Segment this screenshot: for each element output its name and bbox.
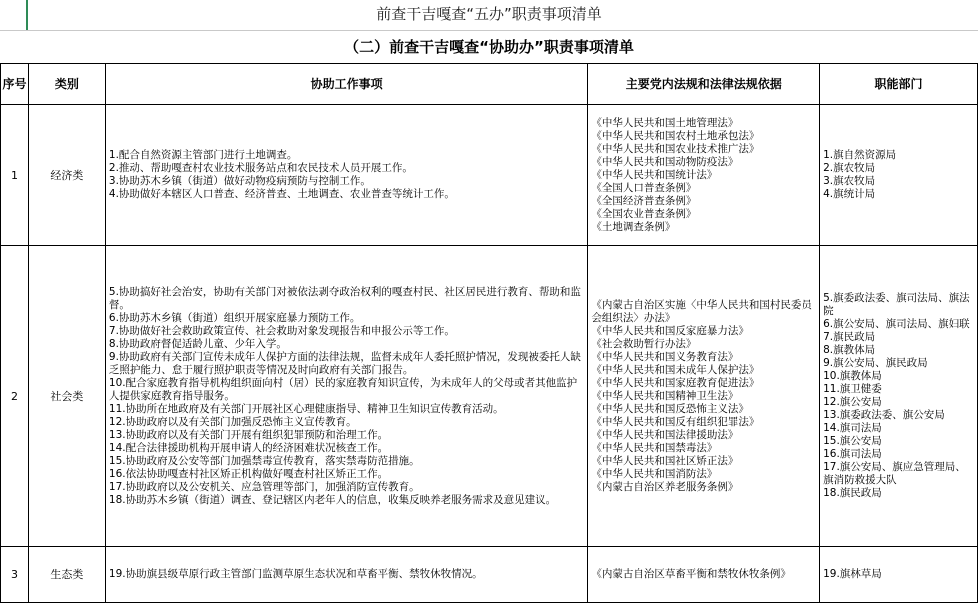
row-depts[interactable] (820, 246, 978, 547)
row-laws[interactable] (588, 105, 820, 246)
law-item: 《全国农业普查条例》 (591, 207, 697, 220)
row-index[interactable]: 1 (1, 105, 29, 246)
task-item: 6.协助苏木乡镇（街道）组织开展家庭暴力预防工作。 (108, 311, 361, 324)
row-depts[interactable] (820, 105, 978, 246)
row-tasks[interactable] (105, 246, 587, 547)
row-category[interactable]: 社会类 (28, 246, 105, 547)
law-item: 《中华人民共和国家庭教育促进法》 (591, 376, 760, 389)
task-item: 11.协助所在地政府及有关部门开展社区心理健康指导、精神卫生知识宣传教育活动。 (108, 402, 504, 415)
law-item: 《中华人民共和国精神卫生法》 (591, 389, 739, 402)
law-item: 《中华人民共和国土地管理法》 (591, 116, 739, 129)
dept-item: 12.旗公安局 (823, 396, 882, 408)
law-item: 《中华人民共和国禁毒法》 (591, 441, 718, 454)
row-tasks[interactable] (105, 547, 587, 603)
law-item: 《中华人民共和国消防法》 (591, 467, 718, 480)
dept-item: 3.旗农牧局 (823, 175, 876, 187)
cell-selection-marker[interactable] (0, 0, 28, 30)
task-item: 1.配合自然资源主管部门进行土地调查。 (108, 149, 298, 161)
task-item: 10.配合家庭教育指导机构组织面向村（居）民的家庭教育知识宣传，为未成年人的父母或者其他监护人提供家庭教育指导服务。 (108, 376, 578, 402)
dept-item: 9.旗公安局、旗民政局 (823, 357, 928, 369)
dept-item: 7.旗民政局 (823, 331, 876, 343)
row-index[interactable]: 3 (1, 547, 29, 603)
law-item: 《全国经济普查条例》 (591, 194, 697, 207)
task-item: 18.协助苏木乡镇（街道）调查、登记辖区内老年人的信息，收集反映养老服务需求及意见建议。 (108, 493, 557, 506)
law-item: 《中华人民共和国反家庭暴力法》 (591, 324, 749, 337)
law-item: 《社会救助暂行办法》 (591, 337, 697, 350)
law-item: 《中华人民共和国动物防疫法》 (591, 155, 739, 168)
task-item: 17.协助政府以及公安机关、应急管理等部门，加强消防宣传教育。 (108, 480, 420, 493)
row-category[interactable]: 生态类 (28, 547, 105, 603)
row-laws[interactable] (588, 246, 820, 547)
task-item: 13.协助政府以及有关部门开展有组织犯罪预防和治理工作。 (108, 428, 389, 441)
dept-item: 2.旗农牧局 (823, 162, 876, 174)
row-category[interactable]: 经济类 (28, 105, 105, 246)
table-row (1, 246, 978, 547)
law-item: 《土地调查条例》 (591, 220, 676, 233)
header-row (1, 64, 978, 105)
law-item: 《内蒙古自治区草畜平衡和禁牧休牧条例》 (591, 568, 791, 580)
header-index[interactable]: 序号 (1, 64, 29, 105)
task-item: 4.协助做好本辖区人口普查、经济普查、土地调查、农业普查等统计工作。 (108, 188, 455, 200)
law-item: 《中华人民共和国反有组织犯罪法》 (591, 415, 760, 428)
sheet-title: 前查干吉嘎查“五办”职责事项清单 (0, 0, 978, 31)
law-item: 《中华人民共和国义务教育法》 (591, 350, 739, 363)
law-item: 《全国人口普查条例》 (591, 181, 697, 194)
task-item: 9.协助政府有关部门宣传未成年人保护方面的法律法规，监督未成年人委托照护情况，发现被委托人缺乏照护能力、怠于履行照护职责等情况及时向政府有关部门报告。 (108, 350, 581, 376)
task-item: 5.协助搞好社会治安，协助有关部门对被依法剥夺政治权利的嘎查村民、社区居民进行教育、帮助和监督。 (108, 285, 581, 311)
dept-item: 10.旗教体局 (823, 370, 882, 382)
law-item: 《中华人民共和国社区矫正法》 (591, 454, 739, 467)
task-item: 15.协助政府及公安等部门加强禁毒宣传教育，落实禁毒防范措施。 (108, 454, 420, 467)
dept-item: 16.旗司法局 (823, 448, 882, 460)
dept-item: 5.旗委政法委、旗司法局、旗法院 (823, 292, 970, 317)
task-item: 8.协助政府督促适龄儿童、少年入学。 (108, 337, 287, 350)
dept-item: 11.旗卫健委 (823, 383, 882, 395)
row-laws[interactable] (588, 547, 820, 603)
header-laws[interactable]: 主要党内法规和法律法规依据 (588, 64, 820, 105)
law-item: 《中华人民共和国农村土地承包法》 (591, 129, 760, 142)
header-depts[interactable]: 职能部门 (820, 64, 978, 105)
law-item: 《中华人民共和国统计法》 (591, 168, 718, 181)
row-index[interactable]: 2 (1, 246, 29, 547)
table-title: （二）前查干吉嘎查“协助办”职责事项清单 (0, 31, 978, 64)
law-item: 《内蒙古自治区养老服务条例》 (591, 480, 739, 493)
task-item: 7.协助做好社会救助政策宣传、社会救助对象发现报告和申报公示等工作。 (108, 324, 455, 337)
dept-item: 8.旗教体局 (823, 344, 876, 356)
duty-table (0, 63, 978, 603)
row-tasks[interactable] (105, 105, 587, 246)
header-tasks[interactable]: 协助工作事项 (105, 64, 587, 105)
law-item: 《中华人民共和国农业技术推广法》 (591, 142, 760, 155)
law-item: 《内蒙古自治区实施〈中华人民共和国村民委员会组织法〉办法》 (591, 298, 812, 324)
task-item: 12.协助政府以及有关部门加强反恐怖主义宣传教育。 (108, 415, 357, 428)
task-item: 19.协助旗县级草原行政主管部门监测草原生态状况和草畜平衡、禁牧休牧情况。 (108, 568, 483, 580)
law-item: 《中华人民共和国未成年人保护法》 (591, 363, 760, 376)
table-row (1, 547, 978, 603)
dept-item: 1.旗自然资源局 (823, 149, 897, 161)
law-item: 《中华人民共和国法律援助法》 (591, 428, 739, 441)
law-item: 《中华人民共和国反恐怖主义法》 (591, 402, 749, 415)
dept-item: 4.旗统计局 (823, 188, 876, 200)
dept-item: 6.旗公安局、旗司法局、旗妇联 (823, 318, 970, 330)
dept-item: 13.旗委政法委、旗公安局 (823, 409, 945, 421)
dept-item: 17.旗公安局、旗应急管理局、旗消防救援大队 (823, 461, 966, 486)
task-item: 2.推动、帮助嘎查村农业技术服务站点和农民技术人员开展工作。 (108, 162, 413, 174)
header-category[interactable]: 类别 (28, 64, 105, 105)
row-depts[interactable] (820, 547, 978, 603)
task-item: 16.依法协助嘎查村社区矫正机构做好嘎查村社区矫正工作。 (108, 467, 389, 480)
dept-item: 14.旗司法局 (823, 422, 882, 434)
task-item: 3.协助苏木乡镇（街道）做好动物疫病预防与控制工作。 (108, 175, 371, 187)
dept-item: 15.旗公安局 (823, 435, 882, 447)
dept-item: 18.旗民政局 (823, 487, 882, 499)
dept-item: 19.旗林草局 (823, 568, 882, 580)
task-item: 14.配合法律援助机构开展申请人的经济困难状况核查工作。 (108, 441, 389, 454)
table-row (1, 105, 978, 246)
